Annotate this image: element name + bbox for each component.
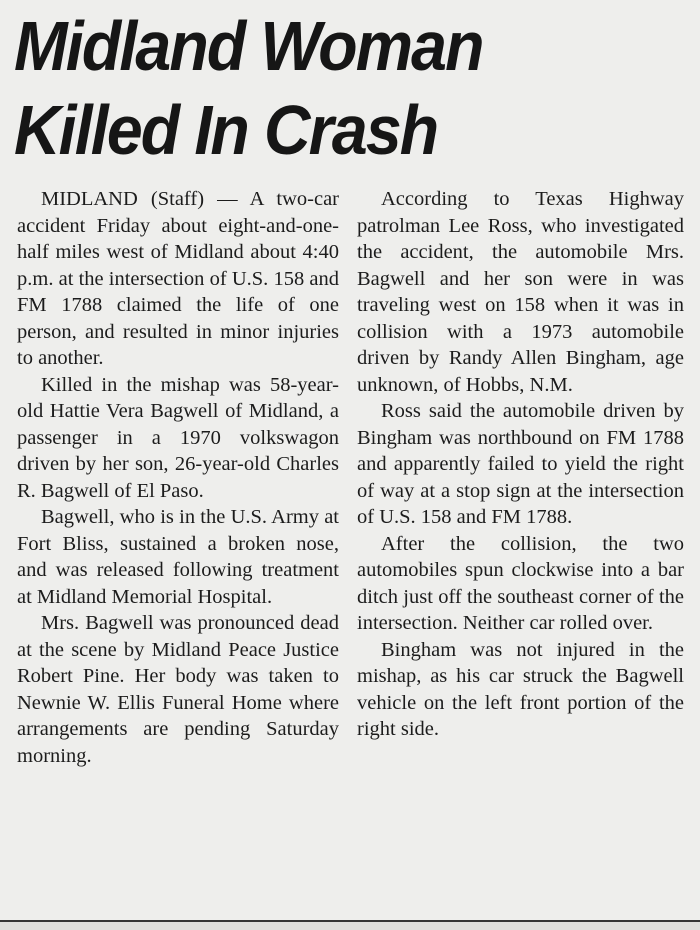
- article-column-left: [17, 186, 339, 769]
- headline-line-2: Killed In Crash: [14, 91, 438, 169]
- paragraph: According to Texas Highway patrolman Lee Ross, who investigated the accident, the automobile Mrs. Bagwell and her son were in was traveling west on 158 when it was in collision with a 1973 automobile driven by Randy Allen Bingham, age unknown, of Hobbs, N.M.: [357, 188, 684, 396]
- paragraph: Bingham was not injured in the mishap, as his car struck the Bagwell vehicle on the left front portion of the right side.: [357, 638, 684, 740]
- paragraph: Mrs. Bagwell was pronounced dead at the scene by Midland Peace Justice Robert Pine. Her body was taken to Newnie W. Ellis Funeral Home where arrangements are pending Saturday morning.: [17, 612, 339, 767]
- paragraph: Killed in the mishap was 58-year-old Hattie Vera Bagwell of Midland, a passenger in a 1970 volkswagon driven by her son, 26-year-old Charles R. Bagwell of El Paso.: [17, 373, 339, 502]
- paragraph: After the collision, the two automobiles spun clockwise into a bar ditch just off the southeast corner of the intersection. Neither car rolled over.: [357, 532, 684, 634]
- paragraph: MIDLAND (Staff) — A two-car accident Friday about eight-and-one-half miles west of Midland about 4:40 p.m. at the intersection of U.S. 158 and FM 1788 claimed the life of one person, and resulted in minor injuries to another.: [17, 188, 339, 369]
- headline-line-1: Midland Woman: [14, 7, 483, 85]
- headline: [14, 4, 640, 172]
- paragraph: Ross said the automobile driven by Bingham was northbound on FM 1788 and apparently failed to yield the right of way at a stop sign at the intersection of U.S. 158 and FM 1788.: [357, 400, 684, 528]
- paragraph: Bagwell, who is in the U.S. Army at Fort Bliss, sustained a broken nose, and was released following treatment at Midland Memorial Hospital.: [17, 506, 339, 608]
- article-column-right: [357, 186, 684, 743]
